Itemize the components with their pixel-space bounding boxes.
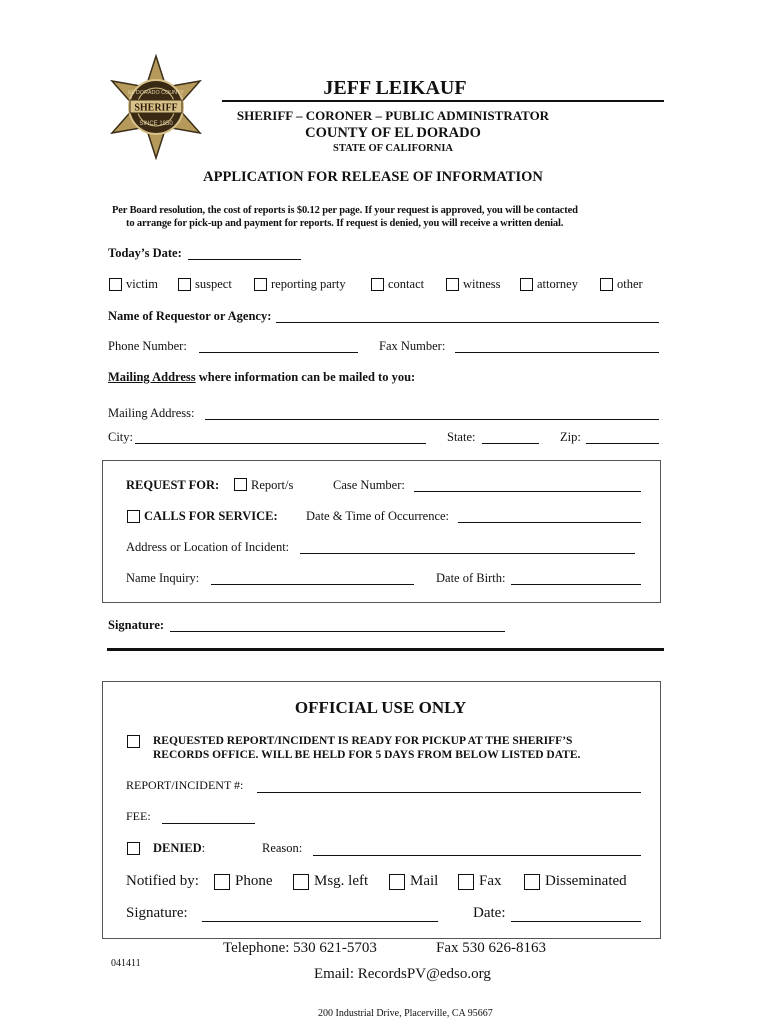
reason-field[interactable]	[313, 855, 641, 856]
fax-label: Fax Number:	[379, 339, 446, 353]
witness-label: witness	[463, 277, 501, 291]
form-code: 041411	[111, 958, 141, 969]
todays-date-label: Today’s Date:	[108, 246, 182, 260]
calls-for-service-label: CALLS FOR SERVICE:	[144, 509, 278, 523]
notified-by-label: Notified by:	[126, 873, 199, 889]
reporting-party-checkbox[interactable]	[254, 278, 267, 291]
form-title: APPLICATION FOR RELEASE OF INFORMATION	[203, 169, 543, 185]
victim-label: victim	[126, 277, 158, 291]
fee-field[interactable]	[162, 823, 255, 824]
victim-checkbox[interactable]	[109, 278, 122, 291]
footer-telephone: Telephone: 530 621-5703	[223, 940, 377, 956]
fax-notify-label: Fax	[479, 873, 502, 889]
ready-text-line2: RECORDS OFFICE. WILL BE HELD FOR 5 DAYS FROM BELOW LISTED DATE.	[153, 749, 581, 761]
mailing-address-label: Mailing Address:	[108, 406, 195, 420]
official-use-title: OFFICIAL USE ONLY	[294, 698, 467, 717]
requestor-label: Name of Requestor or Agency:	[108, 309, 272, 323]
state-name: STATE OF CALIFORNIA	[333, 143, 453, 154]
mailing-address-field[interactable]	[205, 419, 659, 420]
suspect-label: suspect	[195, 277, 232, 291]
requestor-field[interactable]	[276, 322, 659, 323]
denied-checkbox[interactable]	[127, 842, 140, 855]
mailing-heading-rest: where information can be mailed to you:	[195, 370, 416, 384]
badge-center-text: SHERIFF	[134, 102, 178, 114]
phone-field[interactable]	[199, 352, 358, 353]
header-rule	[222, 100, 664, 102]
incident-location-label: Address or Location of Incident:	[126, 540, 290, 554]
state-label: State:	[447, 430, 476, 444]
denied-colon: :	[201, 841, 206, 855]
sheriff-badge-logo	[103, 54, 209, 160]
fax-field[interactable]	[455, 352, 659, 353]
city-label: City:	[108, 430, 134, 444]
phone-label: Phone Number:	[108, 339, 187, 353]
reporting-party-label: reporting party	[271, 277, 346, 291]
sheriff-titles: SHERIFF – CORONER – PUBLIC ADMINISTRATOR	[236, 108, 550, 123]
footer-address: 200 Industrial Drive, Placerville, CA 95667	[318, 1008, 493, 1019]
occurrence-field[interactable]	[458, 522, 641, 523]
witness-checkbox[interactable]	[446, 278, 459, 291]
dob-label: Date of Birth:	[436, 571, 506, 585]
name-inquiry-field[interactable]	[211, 584, 414, 585]
state-field[interactable]	[482, 443, 539, 444]
fee-label: FEE:	[126, 809, 151, 823]
attorney-label: attorney	[537, 277, 578, 291]
official-date-label: Date:	[473, 905, 506, 921]
sheriff-name: JEFF LEIKAUF	[323, 77, 467, 99]
mail-label: Mail	[410, 873, 439, 889]
badge-top-text: EL DORADO COUNTY	[128, 90, 184, 96]
report-incident-label: REPORT/INCIDENT #:	[126, 778, 244, 792]
official-signature-field[interactable]	[202, 921, 438, 922]
report-incident-field[interactable]	[257, 792, 641, 793]
calls-for-service-checkbox[interactable]	[127, 510, 140, 523]
county-name: COUNTY OF EL DORADO	[305, 125, 481, 141]
signature-label: Signature:	[108, 618, 165, 632]
phone-notify-label: Phone	[235, 873, 273, 889]
badge-bottom-text: SINCE 1850	[139, 121, 173, 127]
dob-field[interactable]	[511, 584, 641, 585]
denied-label-group	[153, 841, 205, 856]
cost-notice-line1: Per Board resolution, the cost of reports is $0.12 per page. If your request is approved, you will be contacted	[112, 205, 578, 216]
official-signature-label: Signature:	[126, 905, 188, 921]
ready-text-line1: REQUESTED REPORT/INCIDENT IS READY FOR PICKUP AT THE SHERIFF’S	[153, 735, 573, 747]
other-label: other	[617, 277, 643, 291]
case-number-field[interactable]	[414, 491, 641, 492]
disseminated-checkbox[interactable]	[524, 874, 540, 890]
zip-label: Zip:	[560, 430, 581, 444]
footer-email[interactable]: Email: RecordsPV@edso.org	[314, 966, 491, 982]
ready-checkbox[interactable]	[127, 735, 140, 748]
attorney-checkbox[interactable]	[520, 278, 533, 291]
occurrence-label: Date & Time of Occurrence:	[306, 509, 450, 523]
section-divider	[107, 648, 664, 651]
contact-checkbox[interactable]	[371, 278, 384, 291]
reason-label: Reason:	[262, 841, 303, 855]
official-use-box	[102, 681, 661, 939]
name-inquiry-label: Name Inquiry:	[126, 571, 200, 585]
denied-label: DENIED	[153, 841, 202, 855]
footer-fax: Fax 530 626-8163	[436, 940, 546, 956]
other-checkbox[interactable]	[600, 278, 613, 291]
city-field[interactable]	[135, 443, 426, 444]
signature-field[interactable]	[170, 631, 505, 632]
fax-notify-checkbox[interactable]	[458, 874, 474, 890]
request-for-label: REQUEST FOR:	[126, 478, 220, 492]
case-number-label: Case Number:	[333, 478, 405, 492]
reports-label: Report/s	[251, 478, 294, 492]
contact-label: contact	[388, 277, 425, 291]
phone-notify-checkbox[interactable]	[214, 874, 230, 890]
suspect-checkbox[interactable]	[178, 278, 191, 291]
msg-left-label: Msg. left	[314, 873, 369, 889]
official-date-field[interactable]	[511, 921, 641, 922]
todays-date-field[interactable]	[188, 259, 301, 260]
mailing-heading-underlined: Mailing Address	[108, 370, 196, 384]
mailing-heading	[108, 370, 415, 385]
reports-checkbox[interactable]	[234, 478, 247, 491]
incident-location-field[interactable]	[300, 553, 635, 554]
cost-notice-line2: to arrange for pick-up and payment for reports. If request is denied, you will receive a written denial.	[126, 218, 564, 229]
disseminated-label: Disseminated	[545, 873, 627, 889]
mail-checkbox[interactable]	[389, 874, 405, 890]
zip-field[interactable]	[586, 443, 659, 444]
msg-left-checkbox[interactable]	[293, 874, 309, 890]
